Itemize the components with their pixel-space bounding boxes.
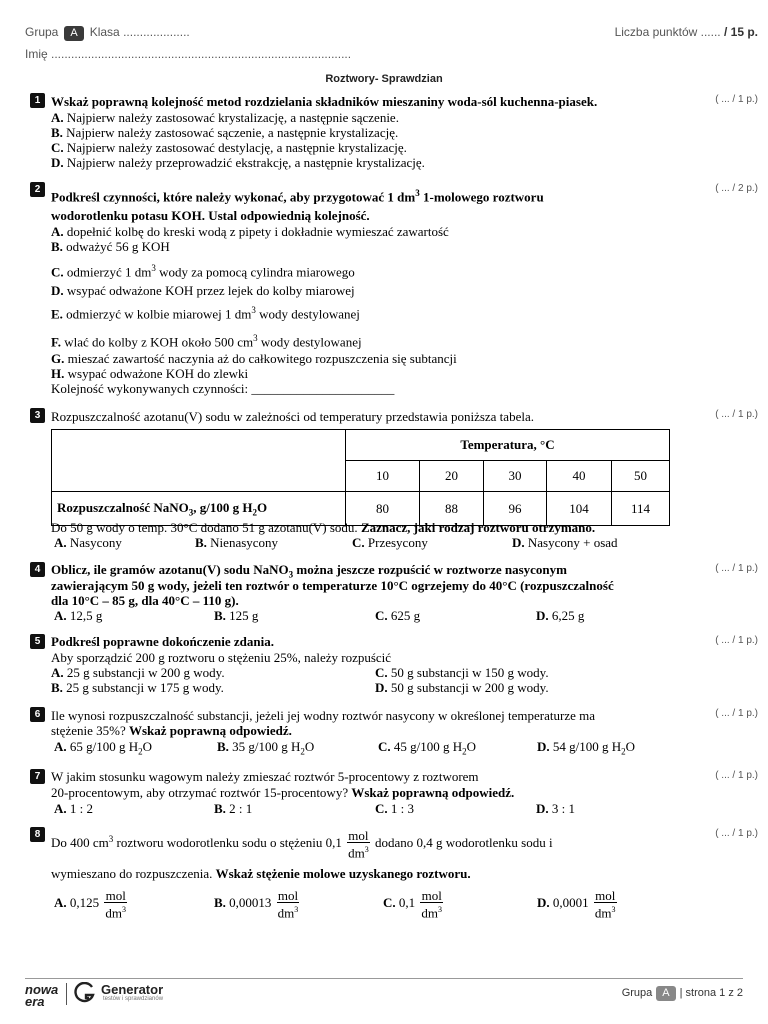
q3-option-a[interactable]: A. Nasycony xyxy=(54,535,122,550)
question-points-2: ( ... / 2 p.) xyxy=(715,183,758,194)
q2-option-a: A. dopełnić kolbę do kreski wodą z pipety i dokładnie wymieszać zawartość xyxy=(51,224,449,239)
question-points-3: ( ... / 1 p.) xyxy=(715,409,758,420)
table-header-temperature: Temperatura, °C xyxy=(346,430,670,461)
question-number-5: 5 xyxy=(30,634,45,649)
q5-option-b[interactable]: B. 25 g substancji w 175 g wody. xyxy=(51,680,224,695)
q2-option-h: H. wsypać odważone KOH do zlewki xyxy=(51,366,249,381)
q4-option-d[interactable]: D. 6,25 g xyxy=(536,608,585,623)
footer-divider xyxy=(25,978,743,979)
name-field xyxy=(25,47,351,61)
question-number-3: 3 xyxy=(30,408,45,423)
q1-option-c: C. Najpierw należy zastosować destylację, a następnie krystalizację. xyxy=(51,140,407,155)
group-badge: A xyxy=(64,26,83,41)
q4-option-c[interactable]: C. 625 g xyxy=(375,608,421,623)
question-text-5: Podkreśl poprawne dokończenie zdania. xyxy=(51,634,274,649)
q2-order-line[interactable]: Kolejność wykonywanych czynności: ______________________ xyxy=(51,381,395,396)
page-title: Roztwory- Sprawdzian xyxy=(325,73,443,85)
q5-option-c[interactable]: C. 50 g substancji w 150 g wody. xyxy=(375,665,549,680)
table-value-cell: 114 xyxy=(612,492,670,526)
question-number-7: 7 xyxy=(30,769,45,784)
class-dots: .................... xyxy=(123,25,190,39)
q6-option-c[interactable]: C. 45 g/100 g $H_2O$ xyxy=(378,739,477,757)
q2-option-d: D. wsypać odważone KOH przez lejek do kolby miarowej xyxy=(51,283,355,298)
q6-option-a[interactable]: A. 65 g/100 g $H_2O$ xyxy=(54,739,153,757)
group-label: Grupa xyxy=(25,25,59,39)
question-number-8: 8 xyxy=(30,827,45,842)
q6-option-d[interactable]: D. 54 g/100 g $H_2O$ xyxy=(537,739,636,757)
q7-option-b[interactable]: B. 2 : 1 xyxy=(214,801,253,816)
table-temp-cell: 30 xyxy=(484,461,547,492)
table-corner-cell xyxy=(52,430,346,492)
unit-fraction: $\frac{\text{mol}}{dm^3}$ xyxy=(348,828,369,861)
name-dots: .......................................................................................... xyxy=(51,47,352,61)
question-points-6: ( ... / 1 p.) xyxy=(715,708,758,719)
question-number-1: 1 xyxy=(30,93,45,108)
table-value-cell: 96 xyxy=(484,492,547,526)
question-number-2: 2 xyxy=(30,182,45,197)
logo-separator xyxy=(66,983,67,1005)
q7-option-a[interactable]: A. 1 : 2 xyxy=(54,801,94,816)
table-value-cell: 80 xyxy=(346,492,420,526)
q3-option-d[interactable]: D. Nasycony + osad xyxy=(512,535,618,550)
q5-option-d[interactable]: D. 50 g substancji w 200 g wody. xyxy=(375,680,549,695)
question-text-4c: dla 10°C – 85 g, dla 40°C – 110 g). xyxy=(51,593,239,608)
group-field xyxy=(25,25,190,41)
question-text-8b: wymieszano do rozpuszczenia. Wskaż stężenie molowe uzyskanego roztworu. xyxy=(51,866,471,881)
question-text-2: Podkreśl czynności, które należy wykonać, aby przygotować 1 $dm^3$ 1-molowego roztworu xyxy=(51,188,544,205)
q7-option-d[interactable]: D. 3 : 1 xyxy=(536,801,576,816)
points-total: / 15 p. xyxy=(723,25,758,39)
class-label: Klasa xyxy=(89,25,120,39)
q4-option-b[interactable]: B. 125 g xyxy=(214,608,259,623)
question-points-1: ( ... / 1 p.) xyxy=(715,94,758,105)
name-label: Imię xyxy=(25,47,48,61)
q8-option-d[interactable]: D. 0,0001 $\frac{\text{mol}}{dm^3}$ xyxy=(537,888,616,921)
table-temp-cell: 20 xyxy=(420,461,484,492)
solubility-table xyxy=(51,429,670,526)
nowa-era-logo: nowa era xyxy=(25,982,59,1009)
q8-option-c[interactable]: C. 0,1 $\frac{\text{mol}}{dm^3}$ xyxy=(383,888,443,921)
q2-option-b: B. odważyć 56 g KOH xyxy=(51,239,170,254)
question-text-1: Wskaż poprawną kolejność metod rozdzielania składników mieszaniny woda-sól kuchenna-piasek. xyxy=(51,94,598,109)
table-temp-cell: 10 xyxy=(346,461,420,492)
question-points-7: ( ... / 1 p.) xyxy=(715,770,758,781)
question-text-4b: zawierającym 50 g wody, jeżeli ten roztwór o temperaturze 10°C ogrzejemy do 40°C (rozpuszczalność xyxy=(51,578,614,593)
question-text-2b: wodorotlenku potasu KOH. Ustal odpowiednią kolejność. xyxy=(51,208,370,223)
table-temp-cell: 40 xyxy=(547,461,612,492)
points-dots: ...... xyxy=(700,25,721,39)
question-text-7b: 20-procentowym, aby otrzymać roztwór 15-procentowy? Wskaż poprawną odpowiedź. xyxy=(51,785,515,800)
q2-option-g: G. mieszać zawartość naczynia aż do całkowitego rozpuszczenia się subtancji xyxy=(51,351,457,366)
q1-option-a: A. Najpierw należy zastosować krystalizację, a następnie sączenie. xyxy=(51,110,399,125)
table-value-cell: 88 xyxy=(420,492,484,526)
q8-option-a[interactable]: A. 0,125 $\frac{\text{mol}}{dm^3}$ xyxy=(54,888,127,921)
q2-option-c: C. odmierzyć 1 $dm^3$ wody za pomocą cylindra miarowego xyxy=(51,263,355,280)
q3-option-c[interactable]: C. Przesycony xyxy=(352,535,428,550)
table-temp-cell: 50 xyxy=(612,461,670,492)
q2-option-f: F. wlać do kolby z KOH około 500 $cm^3$ wody destylowanej xyxy=(51,333,362,350)
q4-option-a[interactable]: A. 12,5 g xyxy=(54,608,103,623)
question-points-5: ( ... / 1 p.) xyxy=(715,635,758,646)
footer-group-badge: A xyxy=(656,986,675,1001)
footer-page-info: Grupa A | strona 1 z 2 xyxy=(621,987,743,999)
question-text-5b: Aby sporządzić 200 g roztworu o stężeniu 25%, należy rozpuścić xyxy=(51,650,392,665)
question-text-8: Do 400 $cm^3$ roztworu wodorotlenku sodu o stężeniu 0,1 $\frac{\text{mol}}{dm^3}$ dodano 0,4 g wodorotlenku sodu i xyxy=(51,828,553,861)
points-label: Liczba punktów xyxy=(614,25,698,39)
q8-option-b[interactable]: B. 0,00013 $\frac{\text{mol}}{dm^3}$ xyxy=(214,888,299,921)
generator-logo-subtext: testów i sprawdzianów xyxy=(103,996,164,1002)
q6-option-b[interactable]: B. 35 g/100 g $H_2O$ xyxy=(217,739,315,757)
question-text-7: W jakim stosunku wagowym należy zmieszać roztwór 5-procentowy z roztworem xyxy=(51,769,479,784)
generator-g-icon xyxy=(74,982,96,1004)
q1-option-d: D. Najpierw należy przeprowadzić ekstrakcję, a następnie krystalizację. xyxy=(51,155,425,170)
generator-logo-text: Generator xyxy=(101,982,164,997)
question-text-3b: Do 50 g wody o temp. 30°C dodano 51 g azotanu(V) sodu. Zaznacz, jaki rodzaj roztworu otrzymano. xyxy=(51,520,596,535)
q1-option-b: B. Najpierw należy zastosować sączenie, a następnie krystalizację. xyxy=(51,125,399,140)
question-text-4: Oblicz, ile gramów azotanu(V) sodu NaNO$_3$ można jeszcze rozpuścić w roztworze nasyconym xyxy=(51,562,567,580)
table-value-cell: 104 xyxy=(547,492,612,526)
question-text-6b: stężenie 35%? Wskaż poprawną odpowiedź. xyxy=(51,723,292,738)
question-points-8: ( ... / 1 p.) xyxy=(715,828,758,839)
question-text-3: Rozpuszczalność azotanu(V) sodu w zależności od temperatury przedstawia poniższa tabela. xyxy=(51,409,534,424)
question-text-6: Ile wynosi rozpuszczalność substancji, jeżeli jej wodny roztwór nasycony w określonej temperaturze ma xyxy=(51,708,596,723)
question-points-4: ( ... / 1 p.) xyxy=(715,563,758,574)
table-row-label: Rozpuszczalność NaNO$_3$, g/100 g $H_2O$ xyxy=(52,492,346,526)
q3-option-b[interactable]: B. Nienasycony xyxy=(195,535,279,550)
points-field xyxy=(615,25,758,39)
question-number-6: 6 xyxy=(30,707,45,722)
q7-option-c[interactable]: C. 1 : 3 xyxy=(375,801,415,816)
q5-option-a[interactable]: A. 25 g substancji w 200 g wody. xyxy=(51,665,225,680)
q2-option-e: E. odmierzyć w kolbie miarowej 1 $dm^3$ wody destylowanej xyxy=(51,305,360,322)
question-number-4: 4 xyxy=(30,562,45,577)
